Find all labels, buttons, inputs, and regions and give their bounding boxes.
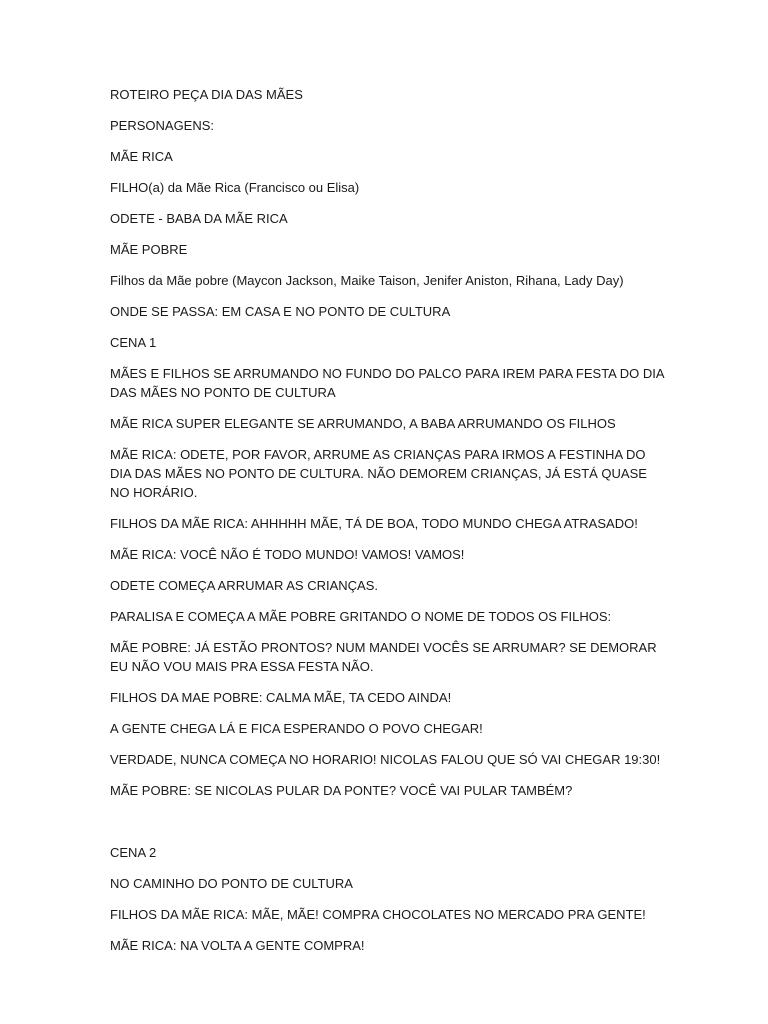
script-line: A GENTE CHEGA LÁ E FICA ESPERANDO O POVO CHEGAR! [110, 721, 483, 736]
character-entry: MÃE RICA [110, 149, 173, 164]
script-line: VERDADE, NUNCA COMEÇA NO HORARIO! NICOLAS FALOU QUE SÓ VAI CHEGAR 19:30! [110, 752, 661, 767]
character-entry: Filhos da Mãe pobre (Maycon Jackson, Maike Taison, Jenifer Aniston, Rihana, Lady Day) [110, 273, 624, 288]
script-line: MÃE RICA: NA VOLTA A GENTE COMPRA! [110, 938, 365, 953]
script-line: FILHOS DA MÃE RICA: AHHHHH MÃE, TÁ DE BOA, TODO MUNDO CHEGA ATRASADO! [110, 516, 638, 531]
script-line: FILHOS DA MÃE RICA: MÃE, MÃE! COMPRA CHOCOLATES NO MERCADO PRA GENTE! [110, 907, 646, 922]
script-line: MÃE POBRE: JÁ ESTÃO PRONTOS? NUM MANDEI VOCÊS SE ARRUMAR? SE DEMORAR EU NÃO VOU MAIS PRA ESSA FESTA NÃO. [110, 640, 657, 674]
characters-heading: PERSONAGENS: [110, 118, 215, 133]
script-line: MÃE RICA SUPER ELEGANTE SE ARRUMANDO, A BABA ARRUMANDO OS FILHOS [110, 416, 616, 431]
character-entry: MÃE POBRE [110, 242, 188, 257]
script-line: MÃE POBRE: SE NICOLAS PULAR DA PONTE? VOCÊ VAI PULAR TAMBÉM? [110, 783, 573, 798]
character-entry: FILHO(a) da Mãe Rica (Francisco ou Elisa) [110, 180, 360, 195]
script-line: ODETE COMEÇA ARRUMAR AS CRIANÇAS. [110, 578, 378, 593]
scene-heading: CENA 1 [110, 335, 157, 350]
document-body [110, 85, 670, 967]
script-line: FILHOS DA MAE POBRE: CALMA MÃE, TA CEDO AINDA! [110, 690, 452, 705]
script-line: MÃES E FILHOS SE ARRUMANDO NO FUNDO DO PALCO PARA IREM PARA FESTA DO DIA DAS MÃES NO PONTO DE CULTURA [110, 366, 664, 400]
scene-heading: CENA 2 [110, 845, 157, 860]
document-title: ROTEIRO PEÇA DIA DAS MÃES [110, 87, 303, 102]
script-line: MÃE RICA: ODETE, POR FAVOR, ARRUME AS CRIANÇAS PARA IRMOS A FESTINHA DO DIA DAS MÃES NO PONTO DE CULTURA. NÃO DEMOREM CRIANÇAS, JÁ ESTÁ QUASE NO HORÁRIO. [110, 447, 647, 500]
script-line: NO CAMINHO DO PONTO DE CULTURA [110, 876, 353, 891]
section-spacer [110, 812, 670, 843]
character-entry: ODETE - BABA DA MÃE RICA [110, 211, 288, 226]
script-line: PARALISA E COMEÇA A MÃE POBRE GRITANDO O NOME DE TODOS OS FILHOS: [110, 609, 612, 624]
script-line: MÃE RICA: VOCÊ NÃO É TODO MUNDO! VAMOS! VAMOS! [110, 547, 465, 562]
setting-line: ONDE SE PASSA: EM CASA E NO PONTO DE CULTURA [110, 304, 451, 319]
